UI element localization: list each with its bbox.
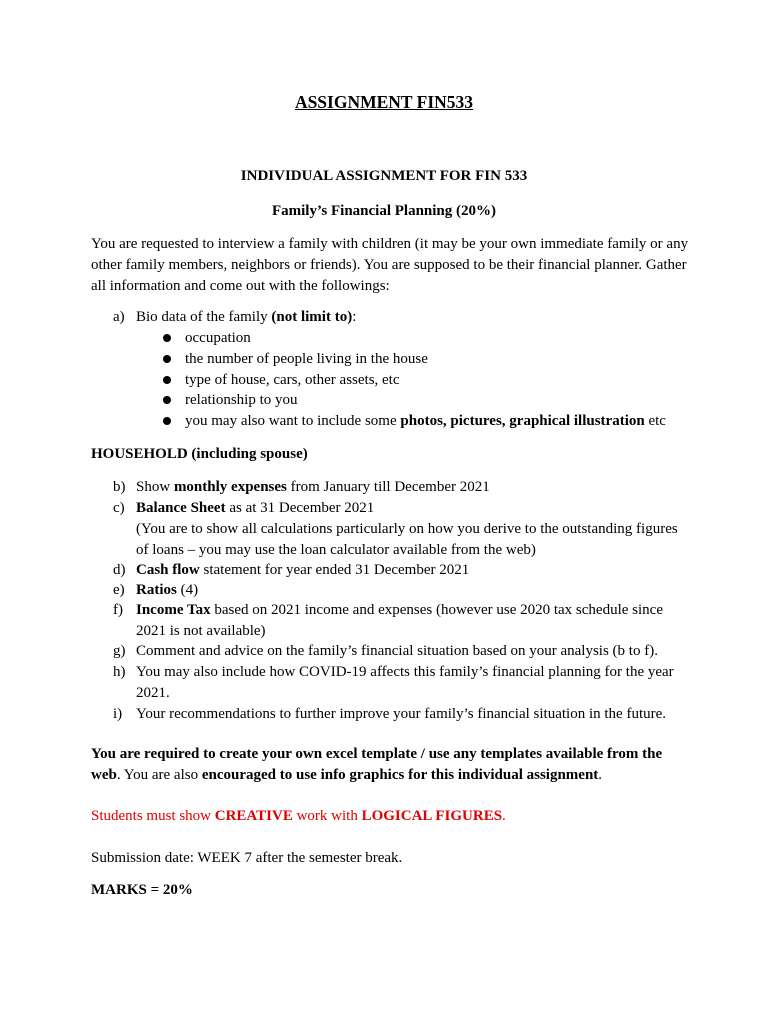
bullet-bold-text: photos, pictures, graphical illustration: [400, 413, 645, 429]
requirements-bold-2: encouraged to use info graphics for this individual assignment: [201, 767, 599, 783]
bullet-icon: [163, 396, 171, 404]
students-note: [91, 806, 691, 827]
document-title: ASSIGNMENT FIN533: [294, 92, 474, 112]
submission-date: Submission date: WEEK 7 after the semester break.: [91, 850, 403, 866]
item-e-label: e): [113, 582, 125, 598]
item-d-text: statement for year ended 31 December 2021: [199, 562, 470, 578]
bullet-text: type of house, cars, other assets, etc: [185, 372, 400, 388]
item-g: [113, 641, 693, 662]
bullet-item: [163, 328, 703, 349]
requirements-end: .: [598, 767, 603, 783]
creative-emphasis: CREATIVE: [214, 808, 293, 824]
item-a-colon: :: [352, 309, 357, 325]
item-f-bold: Income Tax: [136, 602, 211, 618]
bullet-icon: [163, 334, 171, 342]
bullet-icon: [163, 376, 171, 384]
item-d: [113, 560, 693, 581]
item-a-bold: (not limit to): [271, 309, 353, 325]
assignment-heading: INDIVIDUAL ASSIGNMENT FOR FIN 533: [240, 168, 528, 184]
item-c: [113, 498, 693, 561]
item-e: [113, 580, 693, 601]
requirements-bold: You are required to create your own excel template / use any templates available from the web: [91, 746, 663, 783]
item-h-text: You may also include how COVID-19 affects this family’s financial planning for the year 2021.: [136, 664, 674, 701]
item-b-label: b): [113, 479, 126, 495]
item-c-note: (You are to show all calculations particularly on how you derive to the outstanding figures of loans – you may use the loan calculator available from the web): [136, 521, 678, 558]
item-g-text: Comment and advice on the family’s financial situation based on your analysis (b to f).: [136, 643, 658, 659]
marks: MARKS = 20%: [91, 882, 193, 898]
item-c-bold: Balance Sheet: [136, 500, 226, 516]
item-i: [113, 704, 693, 725]
item-h: [113, 662, 693, 704]
item-e-bold: Ratios: [136, 582, 177, 598]
bullet-icon: [163, 417, 171, 425]
item-c-text: as at 31 December 2021: [225, 500, 375, 516]
item-b: [113, 477, 693, 498]
item-i-text: Your recommendations to further improve your family’s financial situation in the future.: [136, 706, 667, 722]
bullet-item: [163, 390, 703, 411]
students-note-text: Students must show: [91, 808, 215, 824]
bullet-text: occupation: [185, 330, 251, 346]
item-b-text: Show: [136, 479, 174, 495]
bullet-icon: [163, 355, 171, 363]
item-a: [113, 307, 693, 328]
students-note-end: .: [502, 808, 506, 824]
bullet-item: [163, 349, 703, 370]
logical-figures-emphasis: LOGICAL FIGURES: [361, 808, 503, 824]
bullet-text: the number of people living in the house: [185, 351, 428, 367]
item-b-bold: monthly expenses: [173, 479, 287, 495]
bullet-item: [163, 411, 703, 432]
assignment-subheading: Family’s Financial Planning (20%): [271, 203, 497, 219]
household-heading: HOUSEHOLD (including spouse): [91, 446, 308, 462]
students-note-mid: work with: [292, 808, 362, 824]
item-d-label: d): [113, 562, 126, 578]
bullet-item: [163, 370, 703, 391]
item-b-text-end: from January till December 2021: [286, 479, 490, 495]
item-g-label: g): [113, 643, 126, 659]
item-d-bold: Cash flow: [136, 562, 200, 578]
item-a-label: a): [113, 309, 125, 325]
item-c-label: c): [113, 500, 125, 516]
bullet-text-end: etc: [644, 413, 666, 429]
item-f-text: based on 2021 income and expenses (however use 2020 tax schedule since 2021 is not available): [136, 602, 663, 639]
requirements-paragraph: [91, 744, 691, 786]
requirements-text: . You are also: [116, 767, 202, 783]
bullet-text: you may also want to include some: [185, 413, 401, 429]
item-f-label: f): [113, 602, 123, 618]
item-i-label: i): [113, 706, 123, 722]
bullet-text: relationship to you: [185, 392, 298, 408]
item-a-text: Bio data of the family: [136, 309, 272, 325]
item-e-text: (4): [176, 582, 199, 598]
item-h-label: h): [113, 664, 126, 680]
item-f: [113, 600, 693, 642]
intro-paragraph: You are requested to interview a family with children (it may be your own immediate family or any other family members, neighbors or friends). You are supposed to be their financial planner. Gather all information and come out with the followings:: [91, 236, 689, 294]
